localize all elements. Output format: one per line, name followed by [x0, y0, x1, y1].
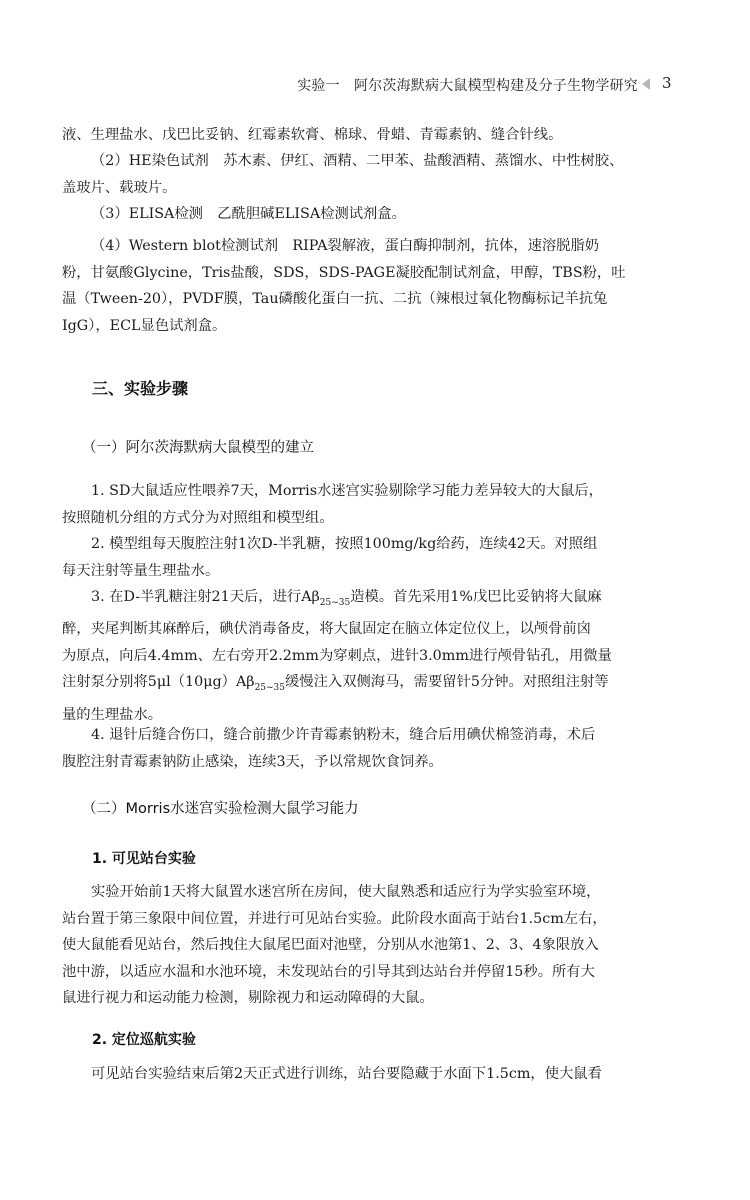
subsection-heading-model-building: （一）阿尔茨海默病大鼠模型的建立 — [82, 440, 314, 456]
he-stain-paragraph: （2）HE染色试剂 苏木素、伊红、酒精、二甲苯、盐酸酒精、蒸馏水、中性树胶、 盖玻片、载玻片。 — [62, 153, 624, 196]
page-number: 3 — [662, 74, 672, 92]
elisa-paragraph: （3）ELISA检测 乙酰胆碱ELISA检测试剂盒。 — [91, 206, 406, 222]
section-heading-experiment-steps: 三、实验步骤 — [92, 379, 189, 398]
western-blot-paragraph: （4）Western blot检测试剂 RIPA裂解液，蛋白酶抑制剂，抗体，速溶脱脂奶 粉，甘氨酸Glycine，Tris盐酸，SDS，SDS-PAGE凝胶配制试剂盒，甲醇，TBS粉，吐 温（Tween-20），PVDF膜，Tau磷酸化蛋白一抗、二抗（辣根过氧化物酶标记羊抗兔 IgG），ECL显色试剂盒。 — [62, 238, 626, 334]
step-1-paragraph: 1. SD大鼠适应性喂养7天，Morris水迷宫实验剔除学习能力差异较大的大鼠后， 按照随机分组的方式分为对照组和模型组。 — [62, 483, 603, 526]
visible-platform-paragraph: 实验开始前1天将大鼠置水迷宫所在房间，使大鼠熟悉和适应行为学实验室环境， 站台置于第三象限中间位置，并进行可见站台实验。此阶段水面高于站台1.5cm左右， 使大鼠能看见站台，然后拽住大鼠尾巴面对池壁，分别从水池第1、2、3、4象限放入 池中游，以适应水温和水池环境，未发现站台的引导其到达站台并停留15秒。所有大 鼠进行视力和运动能力检测，剔除视力和运动障碍的大鼠。 — [62, 884, 607, 1006]
step-3-paragraph: 3. 在D-半乳糖注射21天后，进行$A\beta_{25\sim 35}$造模。首先采用1%戊巴比妥钠将大鼠麻 醉，夹尾判断其麻醉后，碘伏消毒备皮，将大鼠固定在脑立体定位仪上，以颅骨前囟 为原点，向后4.4mm、左右旁开2.2mm为穿刺点，进针3.0mm进行颅骨钻孔，用微量 注射泵分别将$5\mu l(10\mu g)A\beta_{25\sim 35}$缓慢注入双侧海马，需要留针5分钟。对照组注射等 量的生理盐水。 — [62, 589, 612, 723]
heading-visible-platform: 1. 可见站台实验 — [92, 851, 196, 867]
place-navigation-paragraph: 可见站台实验结束后第2天正式进行训练，站台要隐藏于水面下1.5cm，使大鼠看 — [91, 1066, 602, 1082]
step-2-paragraph: 2. 模型组每天腹腔注射1次D-半乳糖，按照100mg/kg给药，连续42天。对照组 每天注射等量生理盐水。 — [62, 536, 598, 579]
subsection-heading-morris-water-maze: （二）Morris水迷宫实验检测大鼠学习能力 — [82, 801, 359, 817]
page-tab-marker-icon — [642, 78, 650, 90]
materials-paragraph-tail: 液、生理盐水、戊巴比妥钠、红霉素软膏、棉球、骨蜡、青霉素钠、缝合针线。 — [62, 127, 563, 143]
heading-place-navigation: 2. 定位巡航实验 — [92, 1032, 196, 1048]
step-4-paragraph: 4. 退针后缝合伤口，缝合前撒少许青霉素钠粉末，缝合后用碘伏棉签消毒，术后 腹腔注射青霉素钠防止感染，连续3天，予以常规饮食饲养。 — [62, 727, 596, 770]
running-header: 实验一 阿尔茨海默病大鼠模型构建及分子生物学研究 — [297, 78, 638, 94]
